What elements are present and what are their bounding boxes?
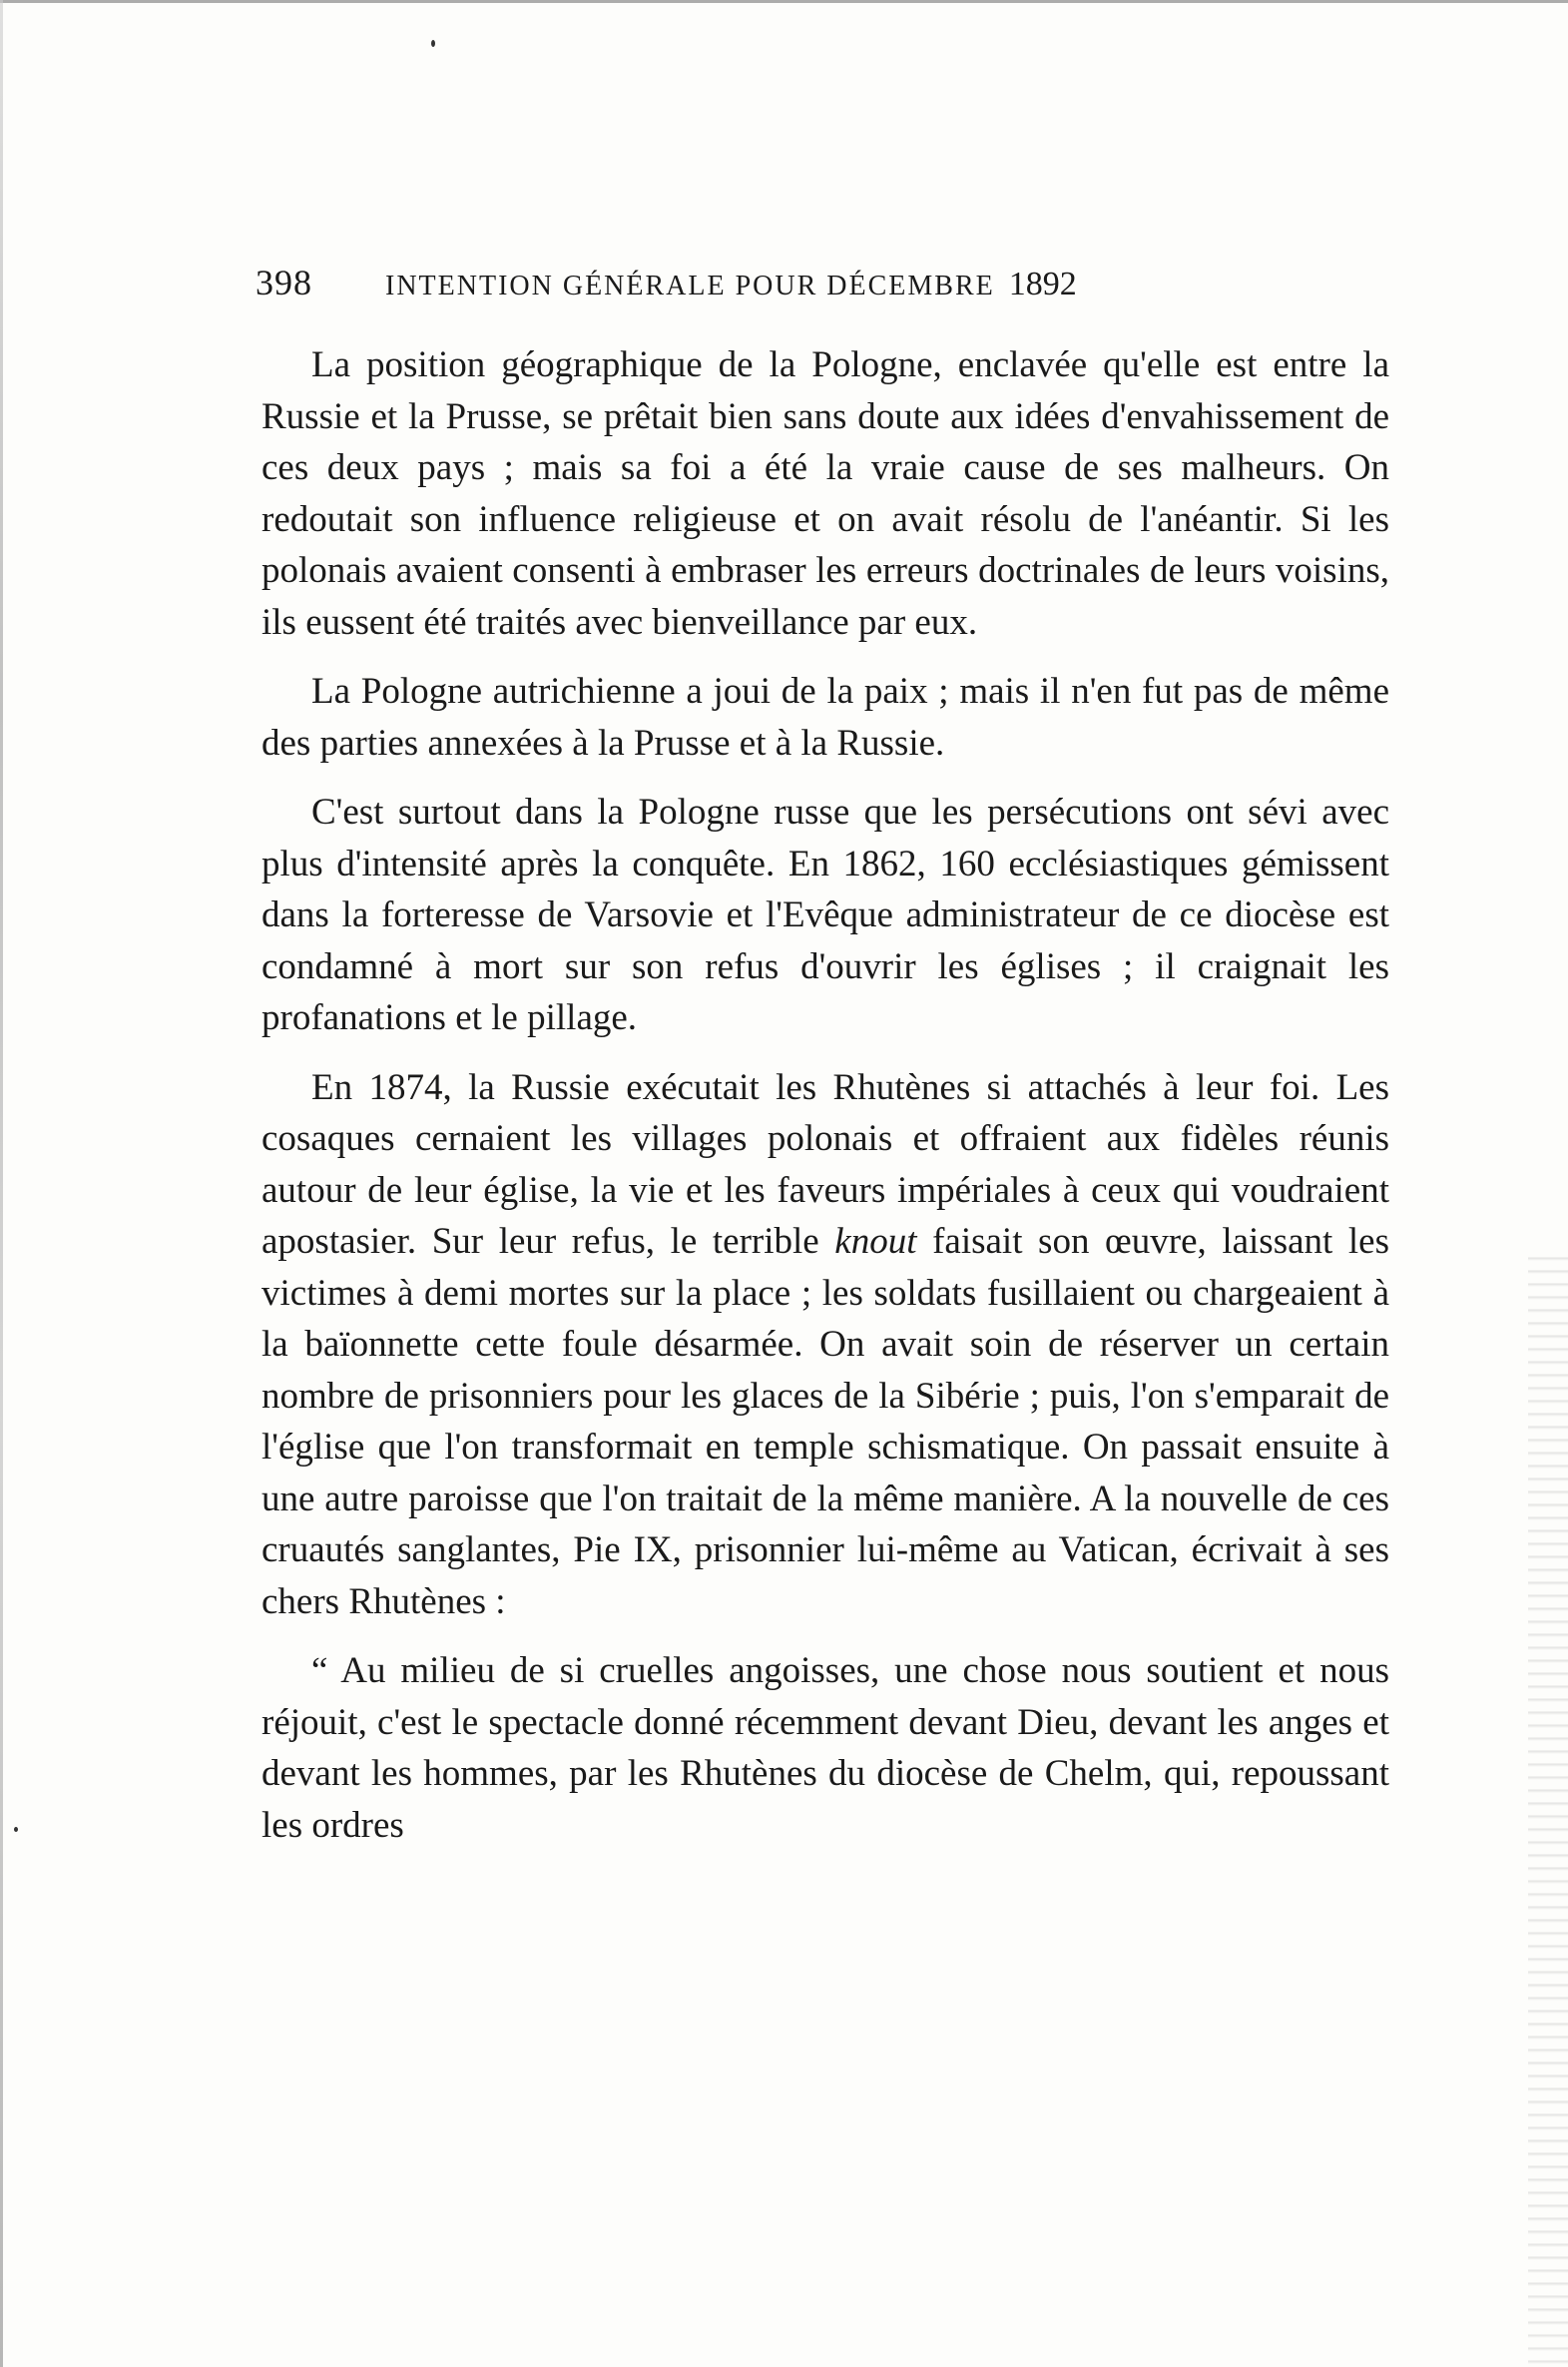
running-title: INTENTION GÉNÉRALE POUR DÉCEMBRE — [385, 271, 995, 301]
scan-speck — [14, 1827, 18, 1832]
scan-edge-top — [0, 0, 1568, 3]
paragraph: C'est surtout dans la Pologne russe que les persécutions ont sévi avec plus d'intensité après la conquête. En 1862, 160 ecclésiastiques gémissent dans la forteresse de Varsovie et l'Evêque administrateur de ce diocèse est condamné à mort sur son refus d'ouvrir les églises ; il craignait les profanations et le pillage. — [261, 792, 1389, 1038]
quotation-paragraph: “ Au milieu de si cruelles angoisses, une chose nous soutient et nous réjouit, c'est le spectacle donné récemment devant Dieu, devant les anges et devant les hommes, par les Rhutènes du diocèse de Chelm, qui, repoussant les ordres — [261, 1650, 1389, 1846]
paragraph: La Pologne autrichienne a joui de la paix ; mais il n'en fut pas de même des parties annexées à la Prusse et à la Russie. — [261, 671, 1389, 764]
scan-edge-left — [0, 0, 3, 2367]
scan-speck — [431, 40, 435, 47]
paragraph-text: faisait son œuvre, laissant les victimes à demi mortes sur la place ; les soldats fusillaient ou chargeaient à la baïonnette cette foule désarmée. On avait soin de réserver un certain nombre de prisonniers pour les glaces de la Sibérie ; puis, l'on s'emparait de l'église que l'on transformait en temple schismatique. On passait ensuite à une autre paroisse que l'on traitait de la même manière. A la nouvelle de ces cruautés sanglantes, Pie IX, prisonnier lui-même au Vatican, écrivait à ses chers Rhutènes : — [261, 1221, 1389, 1622]
paragraph: La position géographique de la Pologne, enclavée qu'elle est entre la Russie et la Prusse, se prêtait bien sans doute aux idées d'envahissement de ces deux pays ; mais sa foi a été la vraie cause de ses malheurs. On redoutait son influence religieuse et on avait résolu de l'anéantir. Si les polonais avaient consenti à embraser les erreurs doctrinales de leurs voisins, ils eussent été traités avec bienveillance par eux. — [261, 344, 1389, 643]
page-number: 398 — [256, 263, 312, 302]
scan-edge-right — [1528, 1248, 1568, 2367]
running-year: 1892 — [1008, 266, 1077, 302]
running-head — [256, 262, 1274, 311]
body-text — [261, 339, 1389, 1869]
paragraph-text: En 1874, la Russie exécutait les Rhutènes si attachés à leur foi. Les cosaques cernaient les villages polonais et offraient aux fidèles réunis autour de leur église, la vie et les faveurs impériales à ceux qui voudraient apostasier. Sur leur refus, le terrible — [261, 1066, 1389, 1262]
paragraph — [261, 1062, 1389, 1628]
italic-term: knout — [834, 1221, 917, 1262]
